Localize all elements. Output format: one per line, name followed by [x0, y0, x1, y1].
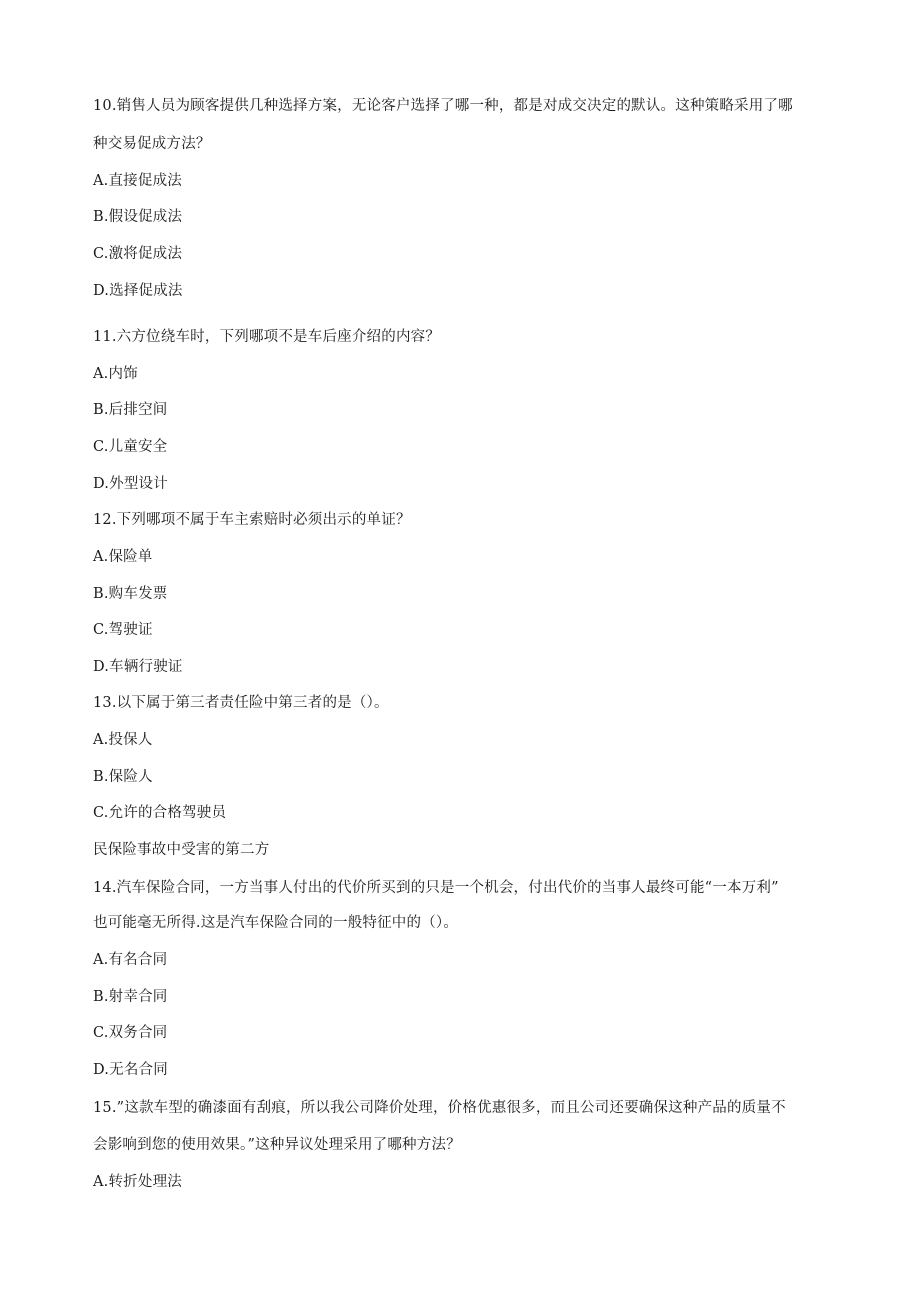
question-14-option-a: A.有名合同 — [93, 952, 168, 968]
question-13-option-d: 民保险事故中受害的第二方 — [93, 842, 270, 858]
question-10-option-b: B.假设促成法 — [93, 209, 183, 225]
question-10-option-a: A.直接促成法 — [93, 173, 182, 189]
question-11-option-d: D.外型设计 — [93, 476, 168, 492]
question-12-option-c: C.驾驶证 — [93, 622, 153, 638]
question-11-option-b: B.后排空间 — [93, 402, 168, 418]
question-13-text: 13.以下属于第三者责任险中第三者的是（）。 — [93, 695, 389, 711]
question-10-option-d: D.选择促成法 — [93, 283, 183, 299]
question-13-option-a: A.投保人 — [93, 732, 153, 748]
question-12-option-b: B.购车发票 — [93, 586, 168, 602]
question-10-text-line-1: 10.销售人员为顾客提供几种选择方案，无论客户选择了哪一种，都是对成交决定的默认。这种策略采用了哪 — [93, 98, 793, 114]
question-14-option-c: C.双务合同 — [93, 1025, 168, 1041]
question-12-option-a: A.保险单 — [93, 549, 153, 565]
question-14-text-line-1: 14.汽车保险合同，一方当事人付出的代价所买到的只是一个机会，付出代价的当事人最终可能“一本万利” — [93, 880, 779, 896]
question-11-option-a: A.内饰 — [93, 366, 138, 382]
question-14-text-line-2: 也可能毫无所得.这是汽车保险合同的一般特征中的（）。 — [93, 915, 459, 931]
question-12-text: 12.下列哪项不属于车主索赔时必须出示的单证？ — [93, 512, 411, 528]
question-13-option-b: B.保险人 — [93, 769, 153, 785]
question-11-text: 11.六方位绕车时，下列哪项不是车后座介绍的内容？ — [93, 329, 441, 345]
question-14-option-b: B.射幸合同 — [93, 989, 168, 1005]
question-15-text-line-1: 15.”这款车型的确漆面有刮痕，所以我公司降价处理，价格优惠很多，而且公司还要确保这种产品的质量不 — [93, 1100, 786, 1116]
question-13-option-c: C.允许的合格驾驶员 — [93, 805, 227, 821]
question-15-option-a: A.转折处理法 — [93, 1174, 182, 1190]
question-11-option-c: C.儿童安全 — [93, 439, 168, 455]
question-12-option-d: D.车辆行驶证 — [93, 659, 183, 675]
question-14-option-d: D.无名合同 — [93, 1062, 168, 1078]
question-10-text-line-2: 种交易促成方法？ — [93, 136, 211, 152]
question-15-text-line-2: 会影响到您的使用效果。”这种异议处理采用了哪种方法？ — [93, 1137, 461, 1153]
question-10-option-c: C.激将促成法 — [93, 246, 183, 262]
